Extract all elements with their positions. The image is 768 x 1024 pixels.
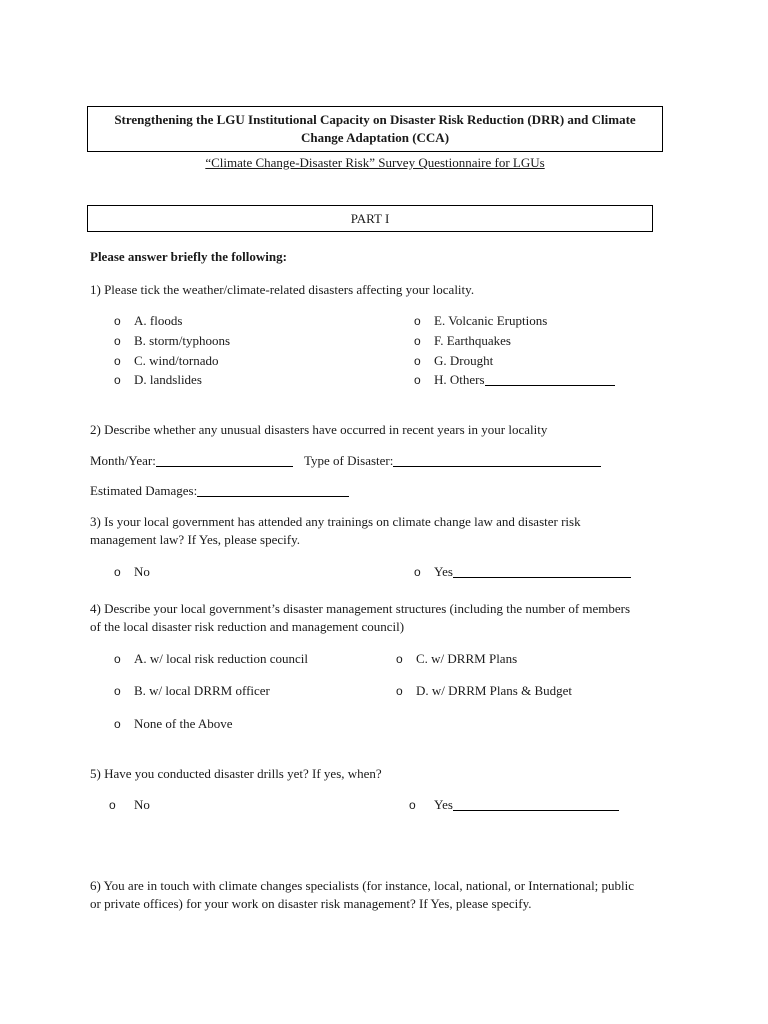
- checkbox-bullet-icon[interactable]: [396, 684, 416, 699]
- checkbox-bullet-icon[interactable]: [114, 314, 134, 329]
- question-3-line-2: management law? If Yes, please specify.: [90, 532, 300, 547]
- checkbox-bullet-icon[interactable]: [114, 334, 134, 349]
- checkbox-bullet-icon[interactable]: [114, 717, 134, 732]
- checkbox-bullet-icon[interactable]: [414, 334, 434, 349]
- radio-bullet-icon[interactable]: [409, 798, 434, 813]
- question-3-line-1: 3) Is your local government has attended any trainings on climate change law and disaster risk: [90, 514, 581, 529]
- q3-yes-blank[interactable]: [453, 566, 631, 578]
- checkbox-bullet-icon[interactable]: [414, 354, 434, 369]
- disaster-type-field[interactable]: Type of Disaster:: [304, 452, 601, 470]
- q4-option-none[interactable]: o None of the Above: [114, 716, 233, 732]
- checkbox-bullet-icon[interactable]: [396, 652, 416, 667]
- option-others[interactable]: o H. Others: [414, 372, 615, 388]
- document-title: Strengthening the LGU Institutional Capacity on Disaster Risk Reduction (DRR) and Climate Change Adaptation (CCA): [87, 106, 663, 152]
- q4-option-b[interactable]: o B. w/ local DRRM officer: [114, 683, 270, 699]
- others-blank[interactable]: [485, 374, 615, 386]
- q4-option-a[interactable]: o A. w/ local risk reduction council: [114, 651, 308, 667]
- option-wind[interactable]: o C. wind/tornado: [114, 353, 219, 369]
- radio-bullet-icon[interactable]: [109, 798, 134, 813]
- option-storm[interactable]: o B. storm/typhoons: [114, 333, 230, 349]
- damages-blank[interactable]: [197, 485, 349, 497]
- q3-option-no[interactable]: o No: [114, 564, 150, 580]
- month-year-blank[interactable]: [156, 455, 293, 467]
- checkbox-bullet-icon[interactable]: [114, 684, 134, 699]
- option-volcanic[interactable]: o E. Volcanic Eruptions: [414, 313, 547, 329]
- question-1: 1) Please tick the weather/climate-related disasters affecting your locality.: [90, 282, 475, 297]
- month-year-field[interactable]: Month/Year:: [90, 452, 293, 470]
- question-2: 2) Describe whether any unusual disasters have occurred in recent years in your locality: [90, 422, 548, 437]
- q5-option-no[interactable]: o No: [109, 797, 150, 813]
- document-subtitle: “Climate Change-Disaster Risk” Survey Questionnaire for LGUs: [205, 155, 545, 170]
- checkbox-bullet-icon[interactable]: [114, 652, 134, 667]
- option-drought[interactable]: o G. Drought: [414, 353, 493, 369]
- checkbox-bullet-icon[interactable]: [114, 373, 134, 388]
- q3-option-yes[interactable]: o Yes: [414, 564, 631, 580]
- radio-bullet-icon[interactable]: [414, 565, 434, 580]
- q5-yes-blank[interactable]: [453, 799, 619, 811]
- instruction: Please answer briefly the following:: [90, 249, 287, 264]
- damages-field[interactable]: Estimated Damages:: [90, 482, 349, 500]
- q4-option-c[interactable]: o C. w/ DRRM Plans: [396, 651, 517, 667]
- disaster-type-blank[interactable]: [393, 455, 601, 467]
- part-heading: PART I: [87, 205, 653, 232]
- checkbox-bullet-icon[interactable]: [114, 354, 134, 369]
- option-earthquakes[interactable]: o F. Earthquakes: [414, 333, 511, 349]
- option-floods[interactable]: o A. floods: [114, 313, 182, 329]
- question-6-line-2: or private offices) for your work on disaster risk management? If Yes, please specify.: [90, 896, 532, 911]
- question-4-line-1: 4) Describe your local government’s disaster management structures (including the number of members: [90, 601, 631, 616]
- checkbox-bullet-icon[interactable]: [414, 373, 434, 388]
- question-5: 5) Have you conducted disaster drills yet? If yes, when?: [90, 766, 382, 781]
- q5-option-yes[interactable]: o Yes: [409, 797, 619, 813]
- option-landslides[interactable]: o D. landslides: [114, 372, 202, 388]
- radio-bullet-icon[interactable]: [114, 565, 134, 580]
- question-4-line-2: of the local disaster risk reduction and management council): [90, 619, 405, 634]
- q4-option-d[interactable]: o D. w/ DRRM Plans & Budget: [396, 683, 572, 699]
- question-6-line-1: 6) You are in touch with climate changes specialists (for instance, local, national, or International; public: [90, 878, 635, 893]
- checkbox-bullet-icon[interactable]: [414, 314, 434, 329]
